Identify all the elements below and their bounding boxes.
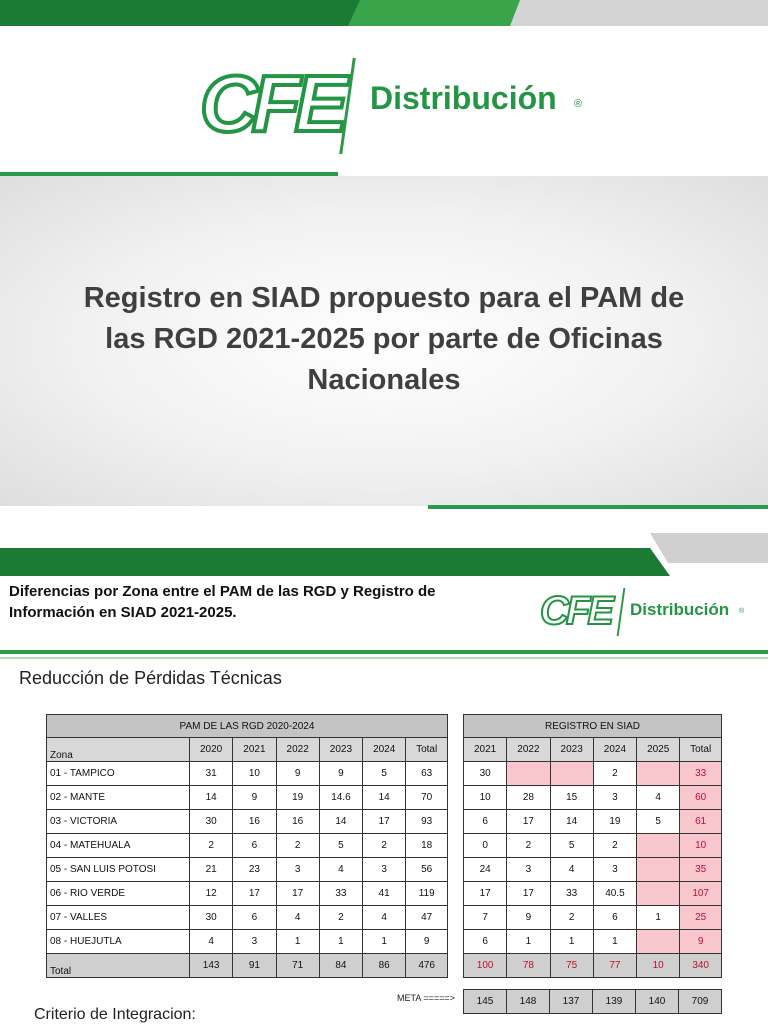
siad-cell: 17 xyxy=(507,882,550,906)
siad-cell: 4 xyxy=(637,786,680,810)
pam-cell: 14.6 xyxy=(319,786,362,810)
meta-cell: 709 xyxy=(679,990,722,1014)
pam-table xyxy=(46,714,448,978)
pam-cell: 5 xyxy=(363,762,406,786)
siad-cell: 1 xyxy=(550,930,593,954)
siad-cell: 2 xyxy=(593,834,636,858)
pam-cell: 4 xyxy=(190,930,233,954)
pam-cell: 4 xyxy=(319,858,362,882)
siad-cell: 6 xyxy=(593,906,636,930)
siad-cell: 3 xyxy=(593,858,636,882)
siad-year: 2021 xyxy=(464,738,507,762)
pam-cell: 63 xyxy=(406,762,448,786)
pam-year: 2024 xyxy=(363,738,406,762)
zona-cell: 03 - VICTORIA xyxy=(47,810,190,834)
siad-total-cell: 78 xyxy=(507,954,550,978)
pam-cell: 14 xyxy=(190,786,233,810)
pam-body xyxy=(47,762,448,954)
slide2-gray-stripe xyxy=(650,533,768,563)
pam-cell: 14 xyxy=(363,786,406,810)
siad-cell: 107 xyxy=(680,882,722,906)
siad-year-row xyxy=(464,738,722,762)
pam-cell: 56 xyxy=(406,858,448,882)
section-label: Reducción de Pérdidas Técnicas xyxy=(19,668,282,688)
siad-cell: 1 xyxy=(507,930,550,954)
pam-cell: 3 xyxy=(276,858,319,882)
siad-year: 2024 xyxy=(593,738,636,762)
logo-small-divider xyxy=(617,588,626,636)
siad-table-header: REGISTRO EN SIAD xyxy=(464,715,722,738)
registered-mark-small: ® xyxy=(739,608,745,615)
title-line-1: Registro en SIAD propuesto para el PAM de xyxy=(83,282,685,314)
pam-total-cell: 476 xyxy=(406,954,448,978)
pam-total-cell: 143 xyxy=(190,954,233,978)
pam-year: 2020 xyxy=(190,738,233,762)
meta-row xyxy=(464,990,722,1014)
cfe-logo-text: CFE xyxy=(200,59,342,148)
pam-cell: 70 xyxy=(406,786,448,810)
siad-cell: 40.5 xyxy=(593,882,636,906)
pam-cell: 4 xyxy=(276,906,319,930)
pam-cell: 12 xyxy=(190,882,233,906)
pam-cell: 9 xyxy=(406,930,448,954)
siad-table xyxy=(463,714,722,978)
subtitle-line-1: Diferencias por Zona entre el PAM de las RGD y Registro de xyxy=(9,583,436,600)
siad-cell: 3 xyxy=(507,858,550,882)
siad-total-cell: 340 xyxy=(680,954,722,978)
distribucion-small-text: Distribución xyxy=(630,600,730,619)
pam-year-row xyxy=(47,738,448,762)
siad-year: Total xyxy=(680,738,722,762)
pam-cell: 9 xyxy=(233,786,276,810)
pam-cell: 30 xyxy=(190,906,233,930)
siad-cell: 1 xyxy=(593,930,636,954)
page-title xyxy=(20,278,748,401)
pam-cell: 2 xyxy=(363,834,406,858)
pam-total-label: Total xyxy=(47,954,190,978)
cfe-logo-small xyxy=(540,588,760,638)
subtitle-line-2: Información en SIAD 2021-2025. xyxy=(9,604,237,621)
meta-cell: 137 xyxy=(550,990,593,1014)
siad-cell: 24 xyxy=(464,858,507,882)
slide2-green-stripe-dark xyxy=(0,548,670,576)
pam-total-row xyxy=(47,954,448,978)
siad-cell xyxy=(507,762,550,786)
pam-total-cell: 91 xyxy=(233,954,276,978)
siad-cell: 28 xyxy=(507,786,550,810)
siad-cell: 6 xyxy=(464,810,507,834)
siad-cell: 15 xyxy=(550,786,593,810)
siad-row xyxy=(464,906,722,930)
criterio-label: Criterio de Integracion: xyxy=(34,1006,196,1023)
siad-total-cell: 100 xyxy=(464,954,507,978)
pam-row xyxy=(47,834,448,858)
siad-cell: 2 xyxy=(507,834,550,858)
pam-row xyxy=(47,858,448,882)
pam-cell: 2 xyxy=(319,906,362,930)
meta-label: META =====> xyxy=(397,993,455,1003)
slide2-rule xyxy=(0,650,768,654)
siad-cell: 35 xyxy=(680,858,722,882)
pam-year: 2023 xyxy=(319,738,362,762)
pam-cell: 2 xyxy=(190,834,233,858)
zona-cell: 08 - HUEJUTLA xyxy=(47,930,190,954)
pam-cell: 47 xyxy=(406,906,448,930)
siad-cell: 61 xyxy=(680,810,722,834)
zona-header: Zona xyxy=(47,738,190,762)
siad-year: 2022 xyxy=(507,738,550,762)
pam-row xyxy=(47,786,448,810)
siad-cell: 17 xyxy=(464,882,507,906)
title-line-3: Nacionales xyxy=(307,364,461,396)
pam-cell: 17 xyxy=(233,882,276,906)
siad-row xyxy=(464,858,722,882)
siad-cell: 6 xyxy=(464,930,507,954)
zona-cell: 07 - VALLES xyxy=(47,906,190,930)
cfe-logo-main xyxy=(200,58,600,158)
pam-cell: 30 xyxy=(190,810,233,834)
siad-cell: 7 xyxy=(464,906,507,930)
pam-cell: 21 xyxy=(190,858,233,882)
siad-cell: 4 xyxy=(550,858,593,882)
siad-cell: 0 xyxy=(464,834,507,858)
siad-year: 2023 xyxy=(550,738,593,762)
pam-cell: 2 xyxy=(276,834,319,858)
siad-cell xyxy=(637,834,680,858)
title-bottom-line xyxy=(428,505,768,509)
pam-total-cell: 71 xyxy=(276,954,319,978)
siad-cell xyxy=(637,858,680,882)
pam-row xyxy=(47,906,448,930)
meta-cell: 140 xyxy=(636,990,679,1014)
siad-cell xyxy=(637,930,680,954)
top-green-stripe-dark xyxy=(0,0,360,26)
zona-cell: 05 - SAN LUIS POTOSI xyxy=(47,858,190,882)
siad-cell xyxy=(637,762,680,786)
zona-cell: 02 - MANTE xyxy=(47,786,190,810)
pam-year: 2022 xyxy=(276,738,319,762)
meta-cell: 145 xyxy=(464,990,507,1014)
siad-row xyxy=(464,882,722,906)
pam-row xyxy=(47,762,448,786)
pam-cell: 31 xyxy=(190,762,233,786)
pam-row xyxy=(47,882,448,906)
siad-year: 2025 xyxy=(637,738,680,762)
siad-cell: 9 xyxy=(507,906,550,930)
siad-cell: 33 xyxy=(680,762,722,786)
pam-cell: 33 xyxy=(319,882,362,906)
slide2-rule-thin xyxy=(0,657,768,659)
pam-cell: 1 xyxy=(363,930,406,954)
pam-table-header: PAM DE LAS RGD 2020-2024 xyxy=(47,715,448,738)
pam-cell: 10 xyxy=(233,762,276,786)
slide2-subtitle xyxy=(9,581,529,623)
pam-cell: 6 xyxy=(233,834,276,858)
pam-cell: 1 xyxy=(319,930,362,954)
siad-body xyxy=(464,762,722,954)
siad-cell: 60 xyxy=(680,786,722,810)
pam-year: 2021 xyxy=(233,738,276,762)
siad-row xyxy=(464,762,722,786)
zona-cell: 04 - MATEHUALA xyxy=(47,834,190,858)
siad-cell: 2 xyxy=(593,762,636,786)
pam-cell: 1 xyxy=(276,930,319,954)
siad-cell: 2 xyxy=(550,906,593,930)
pam-cell: 4 xyxy=(363,906,406,930)
siad-cell: 3 xyxy=(593,786,636,810)
cfe-logo-small-text: CFE xyxy=(540,589,611,633)
siad-cell: 17 xyxy=(507,810,550,834)
pam-cell: 9 xyxy=(276,762,319,786)
pam-cell: 14 xyxy=(319,810,362,834)
siad-total-cell: 77 xyxy=(593,954,636,978)
pam-cell: 5 xyxy=(319,834,362,858)
siad-cell: 5 xyxy=(637,810,680,834)
siad-cell: 33 xyxy=(550,882,593,906)
siad-total-row xyxy=(464,954,722,978)
siad-cell: 25 xyxy=(680,906,722,930)
distribucion-text: Distribución xyxy=(370,80,557,116)
siad-row xyxy=(464,930,722,954)
siad-cell: 14 xyxy=(550,810,593,834)
siad-cell xyxy=(637,882,680,906)
siad-cell: 10 xyxy=(464,786,507,810)
pam-cell: 119 xyxy=(406,882,448,906)
siad-row xyxy=(464,810,722,834)
pam-cell: 3 xyxy=(363,858,406,882)
pam-cell: 23 xyxy=(233,858,276,882)
pam-row xyxy=(47,810,448,834)
pam-cell: 16 xyxy=(233,810,276,834)
pam-total-cell: 86 xyxy=(363,954,406,978)
pam-cell: 9 xyxy=(319,762,362,786)
pam-cell: 17 xyxy=(276,882,319,906)
siad-cell: 9 xyxy=(680,930,722,954)
pam-total-cell: 84 xyxy=(319,954,362,978)
meta-table xyxy=(463,989,722,1014)
pam-cell: 16 xyxy=(276,810,319,834)
pam-cell: 93 xyxy=(406,810,448,834)
meta-cell: 148 xyxy=(507,990,550,1014)
title-line-2: las RGD 2021-2025 por parte de Oficinas xyxy=(105,323,663,355)
pam-cell: 19 xyxy=(276,786,319,810)
siad-row xyxy=(464,834,722,858)
siad-cell: 30 xyxy=(464,762,507,786)
pam-cell: 41 xyxy=(363,882,406,906)
siad-cell: 19 xyxy=(593,810,636,834)
siad-cell xyxy=(550,762,593,786)
pam-cell: 3 xyxy=(233,930,276,954)
pam-cell: 6 xyxy=(233,906,276,930)
pam-year: Total xyxy=(406,738,448,762)
registered-mark: ® xyxy=(574,98,583,110)
zona-cell: 06 - RIO VERDE xyxy=(47,882,190,906)
pam-cell: 18 xyxy=(406,834,448,858)
siad-row xyxy=(464,786,722,810)
siad-cell: 1 xyxy=(637,906,680,930)
siad-total-cell: 75 xyxy=(550,954,593,978)
siad-total-cell: 10 xyxy=(637,954,680,978)
siad-cell: 10 xyxy=(680,834,722,858)
pam-row xyxy=(47,930,448,954)
zona-cell: 01 - TAMPICO xyxy=(47,762,190,786)
siad-cell: 5 xyxy=(550,834,593,858)
meta-cell: 139 xyxy=(593,990,636,1014)
pam-cell: 17 xyxy=(363,810,406,834)
